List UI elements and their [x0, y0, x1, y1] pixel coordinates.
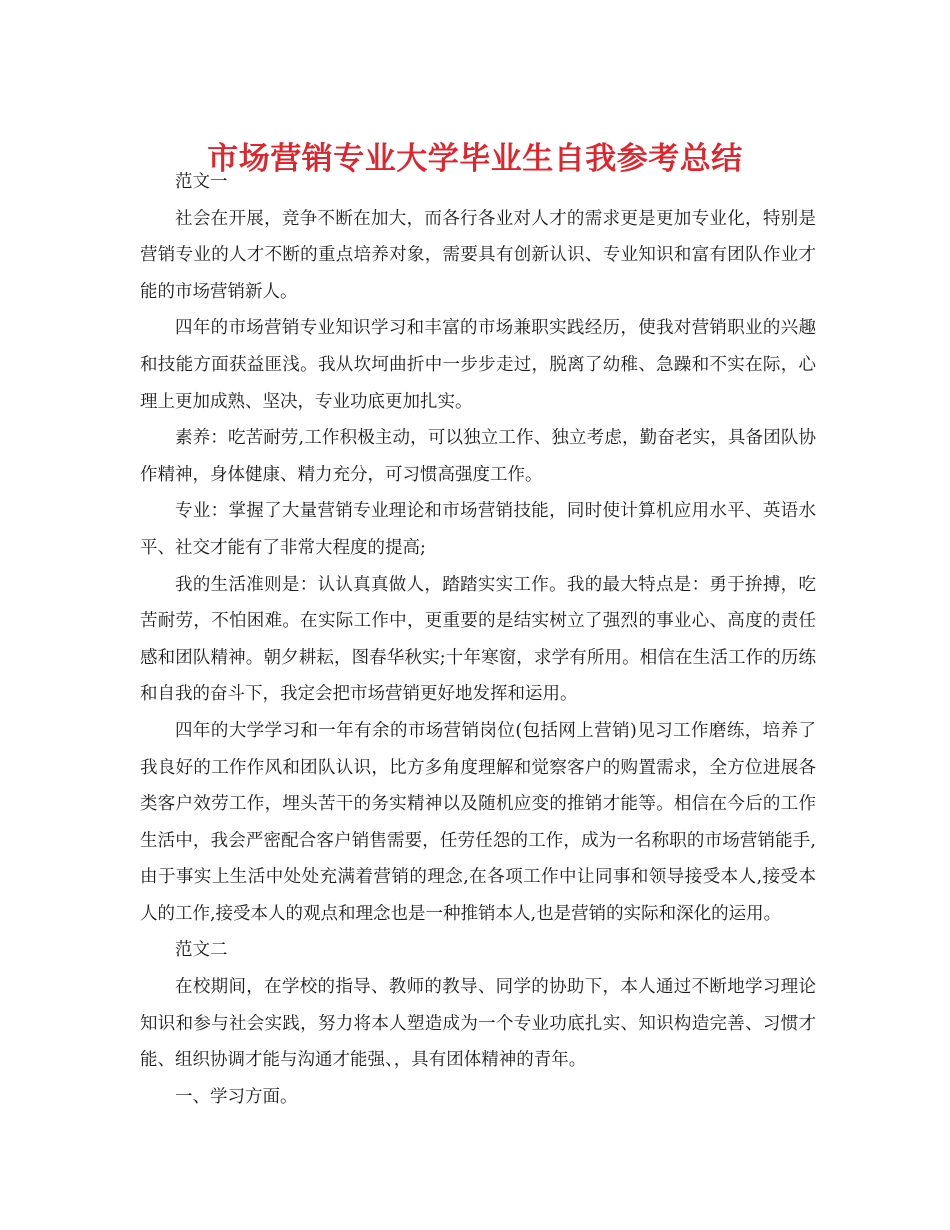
paragraph: 四年的市场营销专业知识学习和丰富的市场兼职实践经历，使我对营销职业的兴趣和技能方面获益匪浅。我从坎坷曲折中一步步走过，脱离了幼稚、急躁和不实在际，心理上更加成熟、坚决，专业功底更加扎实。: [140, 318, 816, 412]
paragraph: 专业：掌握了大量营销专业理论和市场营销技能，同时使计算机应用水平、英语水平、社交才能有了非常大程度的提高;: [140, 501, 816, 558]
paragraph: 在校期间，在学校的指导、教师的教导、同学的协助下，本人通过不断地学习理论知识和参与社会实践，努力将本人塑造成为一个专业功底扎实、知识构造完善、习惯才能、组织协调才能与沟通才能强、，具有团体精神的青年。: [140, 977, 816, 1071]
paragraph: 范文二: [175, 940, 228, 961]
paragraph: 我的生活准则是：认认真真做人，踏踏实实工作。我的最大特点是：勇于拚搏，吃苦耐劳，不怕困难。在实际工作中，更重要的是结实树立了强烈的事业心、高度的责任感和团队精神。朝夕耕耘，图春华秋实;十年寒窗，求学有所用。相信在生活工作的历练和自我的奋斗下，我定会把市场营销更好地发挥和运用。: [140, 574, 816, 705]
paragraph: 一、学习方面。: [175, 1086, 298, 1107]
paragraph: 社会在开展，竞争不断在加大，而各行各业对人才的需求更是更加专业化，特别是营销专业的人才不断的重点培养对象，需要具有创新认识、专业知识和富有团队作业才能的市场营销新人。: [140, 208, 816, 302]
document-title: 市场营销专业大学毕业生自我参考总结: [207, 140, 743, 177]
document-body: [140, 164, 816, 1115]
paragraph: 范文一: [175, 172, 228, 192]
paragraph: 四年的大学学习和一年有余的市场营销岗位(包括网上营销)见习工作磨练，培养了我良好的工作作风和团队认识，比方多角度理解和觉察客户的购置需求，全方位进展各类客户效劳工作，埋头苦干的务实精神以及随机应变的推销才能等。相信在今后的工作生活中，我会严密配合客户销售需要，任劳任怨的工作，成为一名称职的市场营销能手,由于事实上生活中处处充满着营销的理念,在各项工作中让同事和领导接受本人,接受本人的工作,接受本人的观点和理念也是一种推销本人,也是营销的实际和深化的运用。: [140, 720, 816, 924]
paragraph: 素养：吃苦耐劳,工作积极主动，可以独立工作、独立考虑，勤奋老实，具备团队协作精神，身体健康、精力充分，可习惯高强度工作。: [140, 428, 816, 485]
